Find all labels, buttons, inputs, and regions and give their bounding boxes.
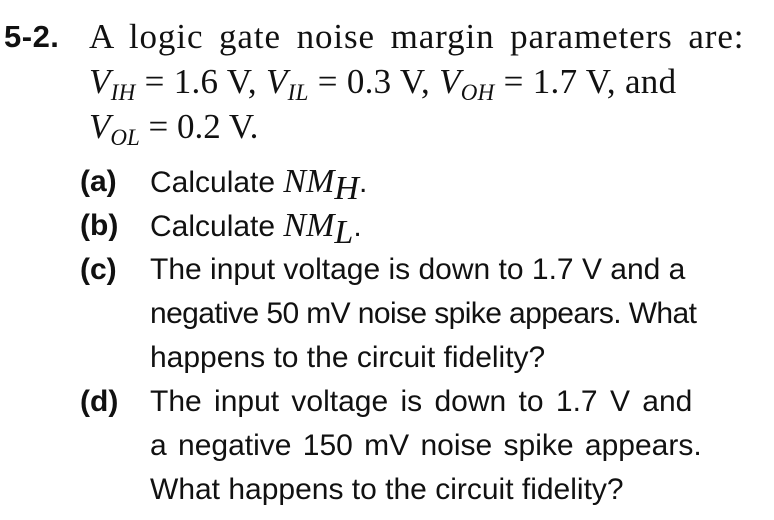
part-b [80, 203, 760, 251]
part-c [80, 247, 760, 379]
vih-symbol: V [89, 62, 111, 101]
part-a-prefix: Calculate [150, 166, 284, 199]
vil-symbol: V [265, 62, 288, 101]
part-text [150, 203, 750, 251]
part-c-line-3: happens to the circuit fidelity? [150, 341, 546, 374]
problem-number: 5-2. [4, 19, 60, 54]
part-text [150, 379, 750, 511]
vil-value: = 0.3 V, [308, 62, 440, 101]
stem-line-1 [89, 14, 755, 59]
part-a-line [150, 159, 750, 207]
part-text [150, 159, 750, 207]
part-label: (a) [80, 165, 117, 198]
voh-symbol: V [439, 62, 461, 101]
part-c-line-2: negative 50 mV noise spike appears. What [150, 297, 697, 330]
part-a [80, 159, 760, 207]
voh-subscript: OH [460, 80, 495, 105]
nmh-symbol: NM [283, 163, 335, 200]
part-b-prefix: Calculate [150, 210, 284, 243]
part-a-suffix: . [358, 166, 368, 199]
vil-subscript: IL [287, 80, 309, 105]
vol-value: = 0.2 V. [139, 107, 259, 146]
nmh-subscript: H [334, 170, 359, 207]
part-c-line-1: The input voltage is down to 1.7 V and a [150, 253, 686, 286]
part-d [80, 379, 760, 511]
part-b-suffix: . [353, 210, 362, 243]
part-d-line-1: The input voltage is down to 1.7 V and [150, 385, 693, 418]
vol-subscript: OL [110, 125, 140, 150]
part-label: (c) [80, 253, 117, 286]
vol-symbol: V [89, 107, 111, 146]
part-b-line [150, 203, 750, 251]
vih-value: = 1.6 V, [135, 62, 266, 101]
part-label: (b) [80, 209, 119, 242]
nml-symbol: NM [283, 207, 335, 244]
problem-parts [80, 159, 760, 511]
voh-value: = 1.7 V, and [494, 62, 677, 101]
problem-stem [89, 14, 755, 149]
part-d-line-3: What happens to the circuit fidelity? [150, 473, 624, 506]
part-d-line-2: a negative 150 mV noise spike appears. [150, 429, 702, 462]
part-label: (d) [80, 385, 119, 418]
stem-line-3 [89, 104, 755, 149]
vih-subscript: IH [110, 80, 136, 105]
part-text [150, 247, 750, 379]
stem-line-2 [89, 59, 755, 104]
stem-text: A logic gate noise margin parameters are: [89, 17, 745, 56]
nml-subscript: L [334, 214, 354, 251]
